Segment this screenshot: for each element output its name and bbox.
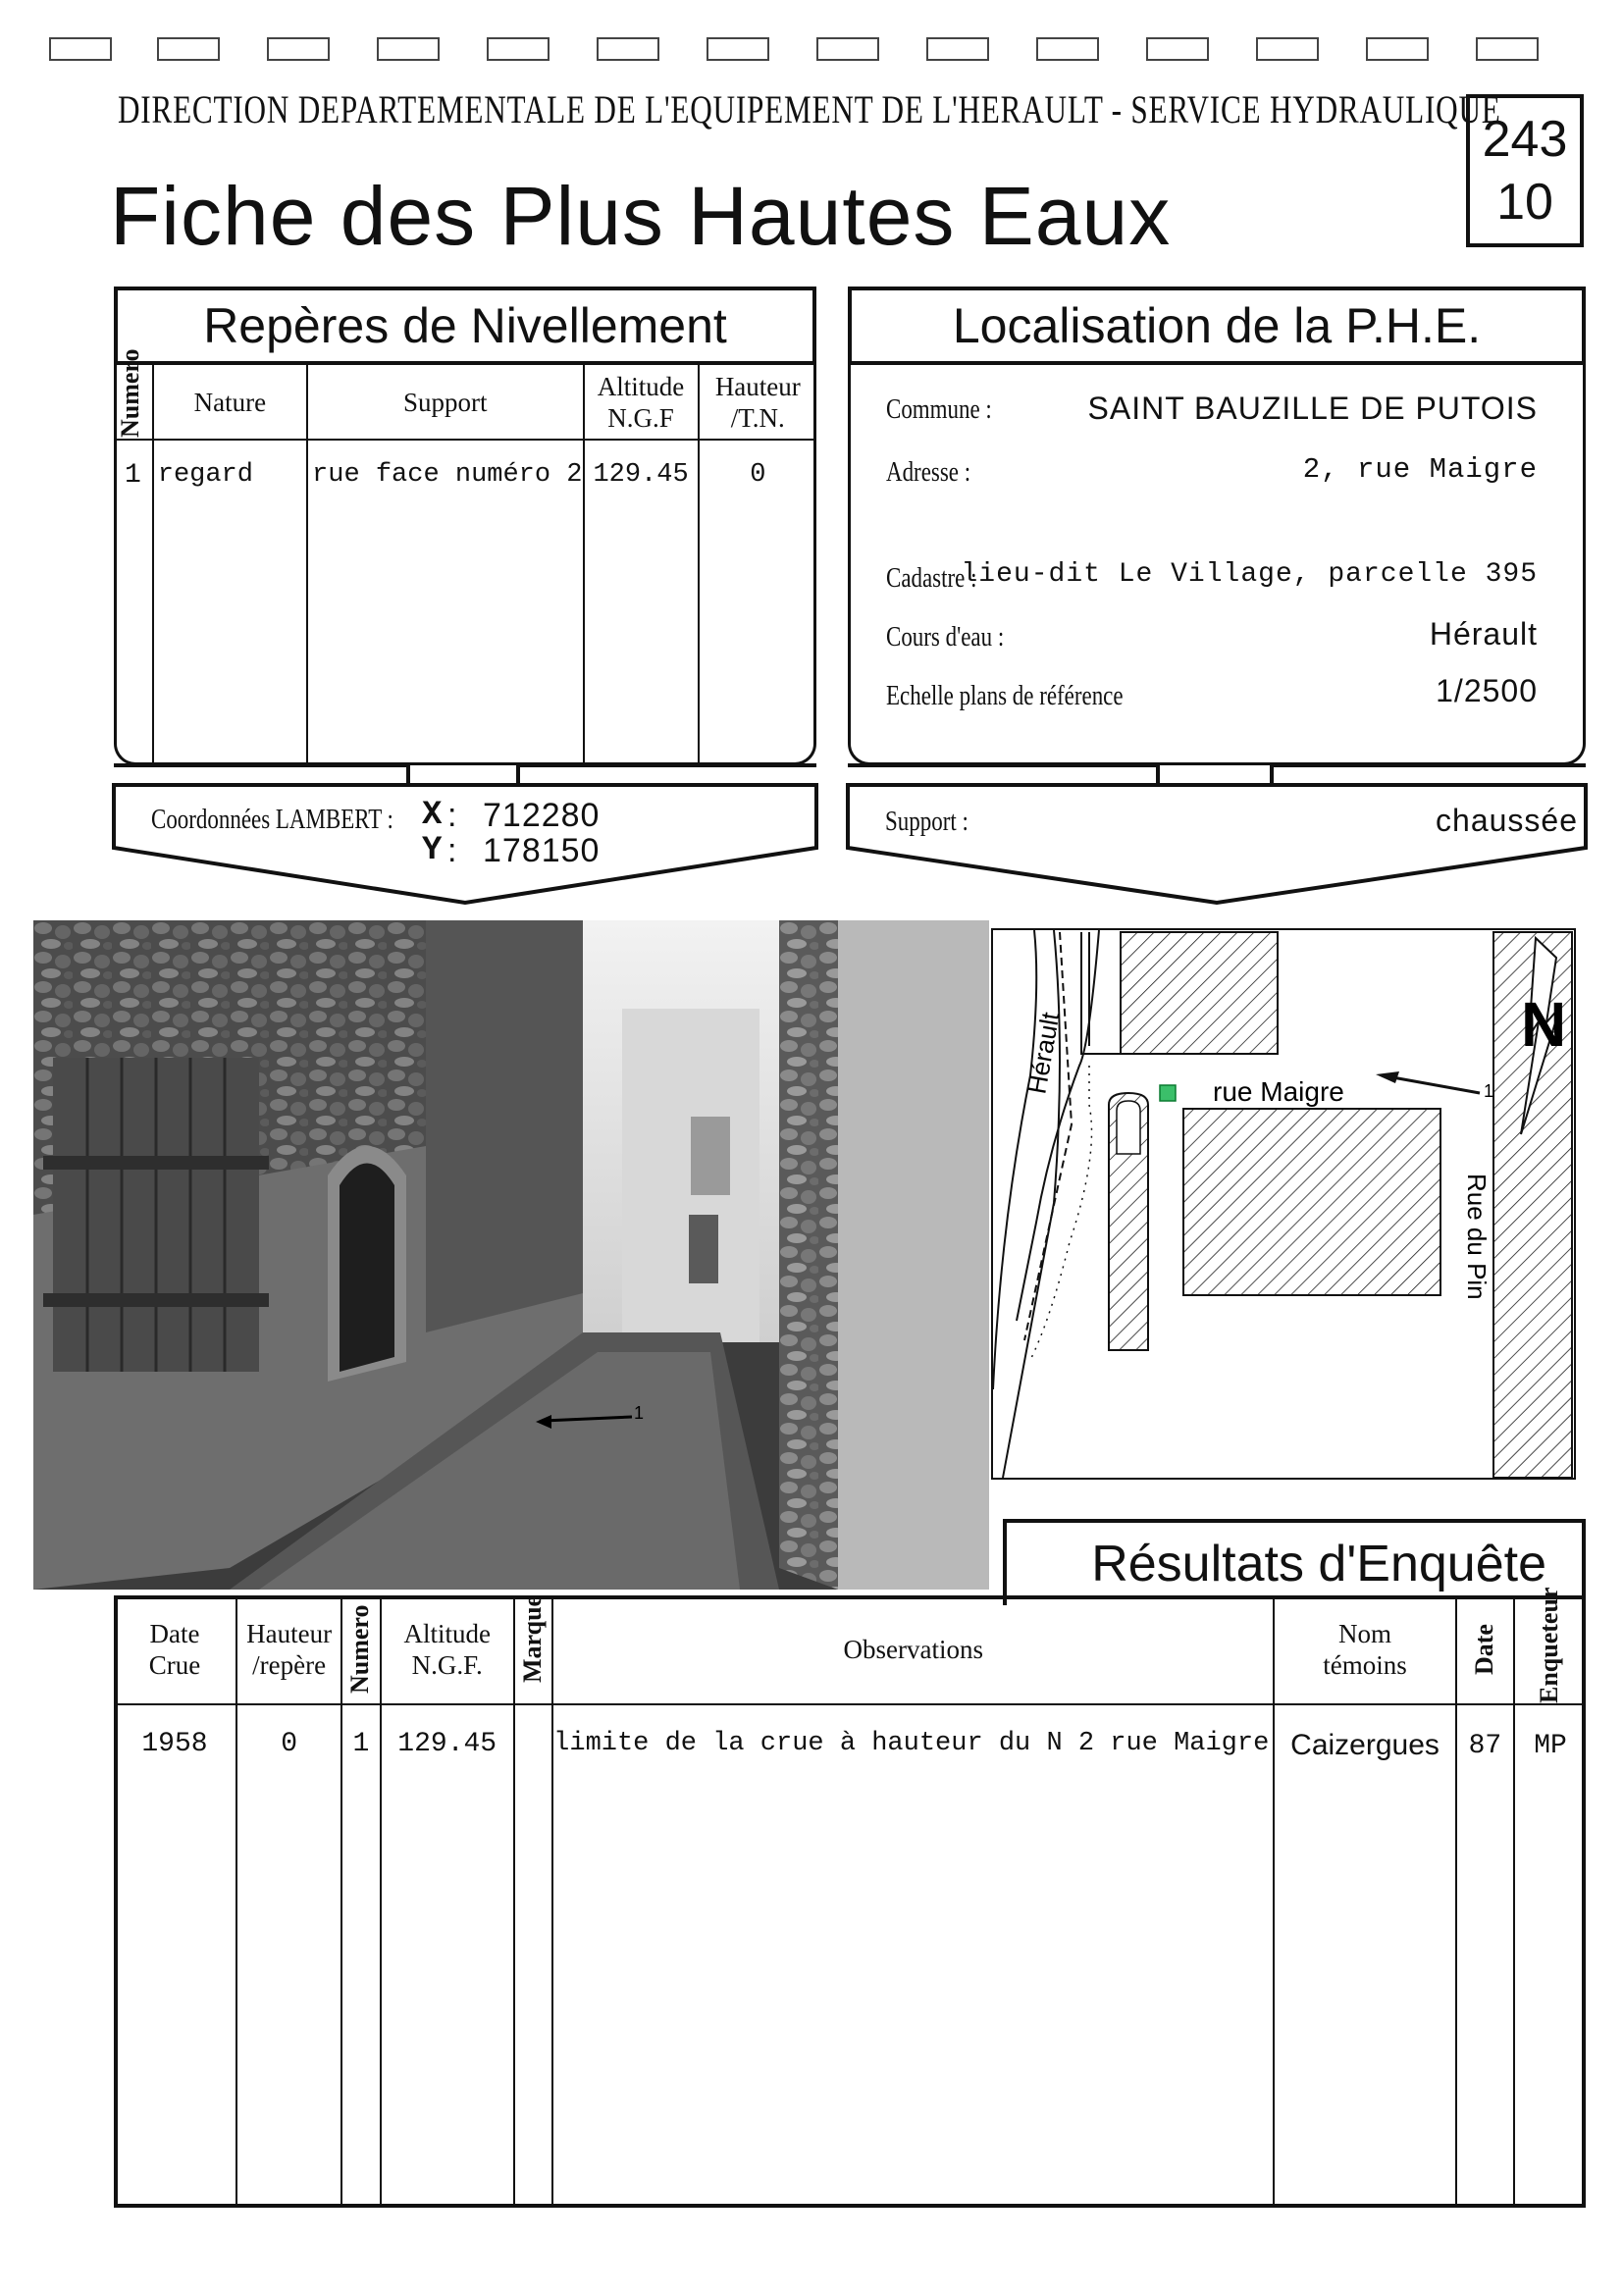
cell-support: rue face numéro 2: [307, 440, 583, 765]
x-value: 712280: [483, 797, 601, 834]
col-numero: Numero: [114, 365, 153, 440]
y-label: Y: [422, 832, 443, 869]
support-label: Support :: [885, 807, 969, 837]
photo-marker-number: 1: [634, 1403, 645, 1423]
col-observations: Observations: [552, 1595, 1274, 1704]
cell-numero: 1: [341, 1704, 380, 2208]
map-marker-number: 1: [1484, 1081, 1494, 1101]
resultats-table: [114, 1587, 1586, 2208]
cell-altitude: 129.45: [381, 1704, 514, 2208]
cell-altitude: 129.45: [584, 440, 699, 765]
col-support: Support: [307, 365, 583, 440]
cell-hauteur: 0: [699, 440, 816, 765]
cell-temoins: Caizergues: [1274, 1704, 1456, 2208]
col-hauteur-repere: Hauteur /repère: [236, 1595, 341, 1704]
adresse-value: 2, rue Maigre: [1302, 453, 1538, 486]
north-arrow-label: N: [1521, 989, 1567, 1060]
table-row: [114, 1704, 1586, 2208]
map-river-label: Hérault: [1021, 1010, 1066, 1097]
cell-numero: 1: [114, 440, 153, 765]
col-date: Date: [1456, 1595, 1514, 1704]
resultats-title: Résultats d'Enquête: [1003, 1519, 1586, 1605]
col-marque: Marque: [514, 1595, 552, 1704]
cell-enqueteur: MP: [1514, 1704, 1586, 2208]
lambert-label: Coordonnées LAMBERT :: [151, 805, 393, 835]
localisation-title: Localisation de la P.H.E.: [848, 287, 1586, 365]
cours-label: Cours d'eau :: [886, 622, 1005, 652]
col-enqueteur: Enqueteur: [1514, 1595, 1586, 1704]
col-date-crue: Date Crue: [114, 1595, 236, 1704]
cell-marque: [514, 1704, 552, 2208]
reference-top: 243: [1482, 111, 1568, 168]
cell-observations: limite de la crue à hauteur du N 2 rue Maigre: [552, 1704, 1274, 2208]
map-marker: [1160, 1085, 1176, 1101]
col-hauteur: Hauteur /T.N.: [699, 365, 816, 440]
cell-hauteur: 0: [236, 1704, 341, 2208]
arrow-frames: [0, 0, 1623, 922]
colon: :: [447, 797, 457, 834]
cell-date: 87: [1456, 1704, 1514, 2208]
col-altitude-ngf: Altitude N.G.F.: [381, 1595, 514, 1704]
commune-value: SAINT BAUZILLE DE PUTOIS: [1087, 391, 1538, 426]
col-nature: Nature: [153, 365, 307, 440]
reperes-title: Repères de Nivellement: [114, 287, 816, 365]
echelle-value: 1/2500: [1436, 673, 1538, 708]
x-label: X: [422, 797, 443, 834]
y-value: 178150: [483, 832, 601, 869]
col-numero: Numero: [341, 1595, 380, 1704]
cell-nature: regard: [153, 440, 307, 765]
cours-value: Hérault: [1429, 616, 1538, 652]
echelle-label: Echelle plans de référence: [886, 681, 1124, 711]
cadastre-value: lieu-dit Le Village, parcelle 395: [961, 559, 1538, 590]
reference-bottom: 10: [1496, 174, 1553, 231]
map-street2-label: Rue du Pin: [1462, 1174, 1492, 1300]
colon: :: [447, 832, 457, 869]
cell-date-crue: 1958: [114, 1704, 236, 2208]
adresse-label: Adresse :: [886, 457, 971, 488]
location-map: [991, 928, 1576, 1480]
cadastre-label: Cadastre :: [886, 563, 977, 594]
agency-header: DIRECTION DEPARTEMENTALE DE L'EQUIPEMENT DE L'HERAULT - SERVICE HYDRAULIQUE: [118, 87, 1501, 131]
resultats-frame: [114, 1587, 1586, 2208]
map-street-label: rue Maigre: [1213, 1076, 1344, 1107]
col-altitude: Altitude N.G.F: [584, 365, 699, 440]
commune-label: Commune :: [886, 394, 992, 425]
support-value: chaussée: [1436, 803, 1578, 838]
col-nom-temoins: Nom témoins: [1274, 1595, 1456, 1704]
page-title: Fiche des Plus Hautes Eaux: [110, 170, 1172, 262]
street-photo: [33, 920, 989, 1590]
